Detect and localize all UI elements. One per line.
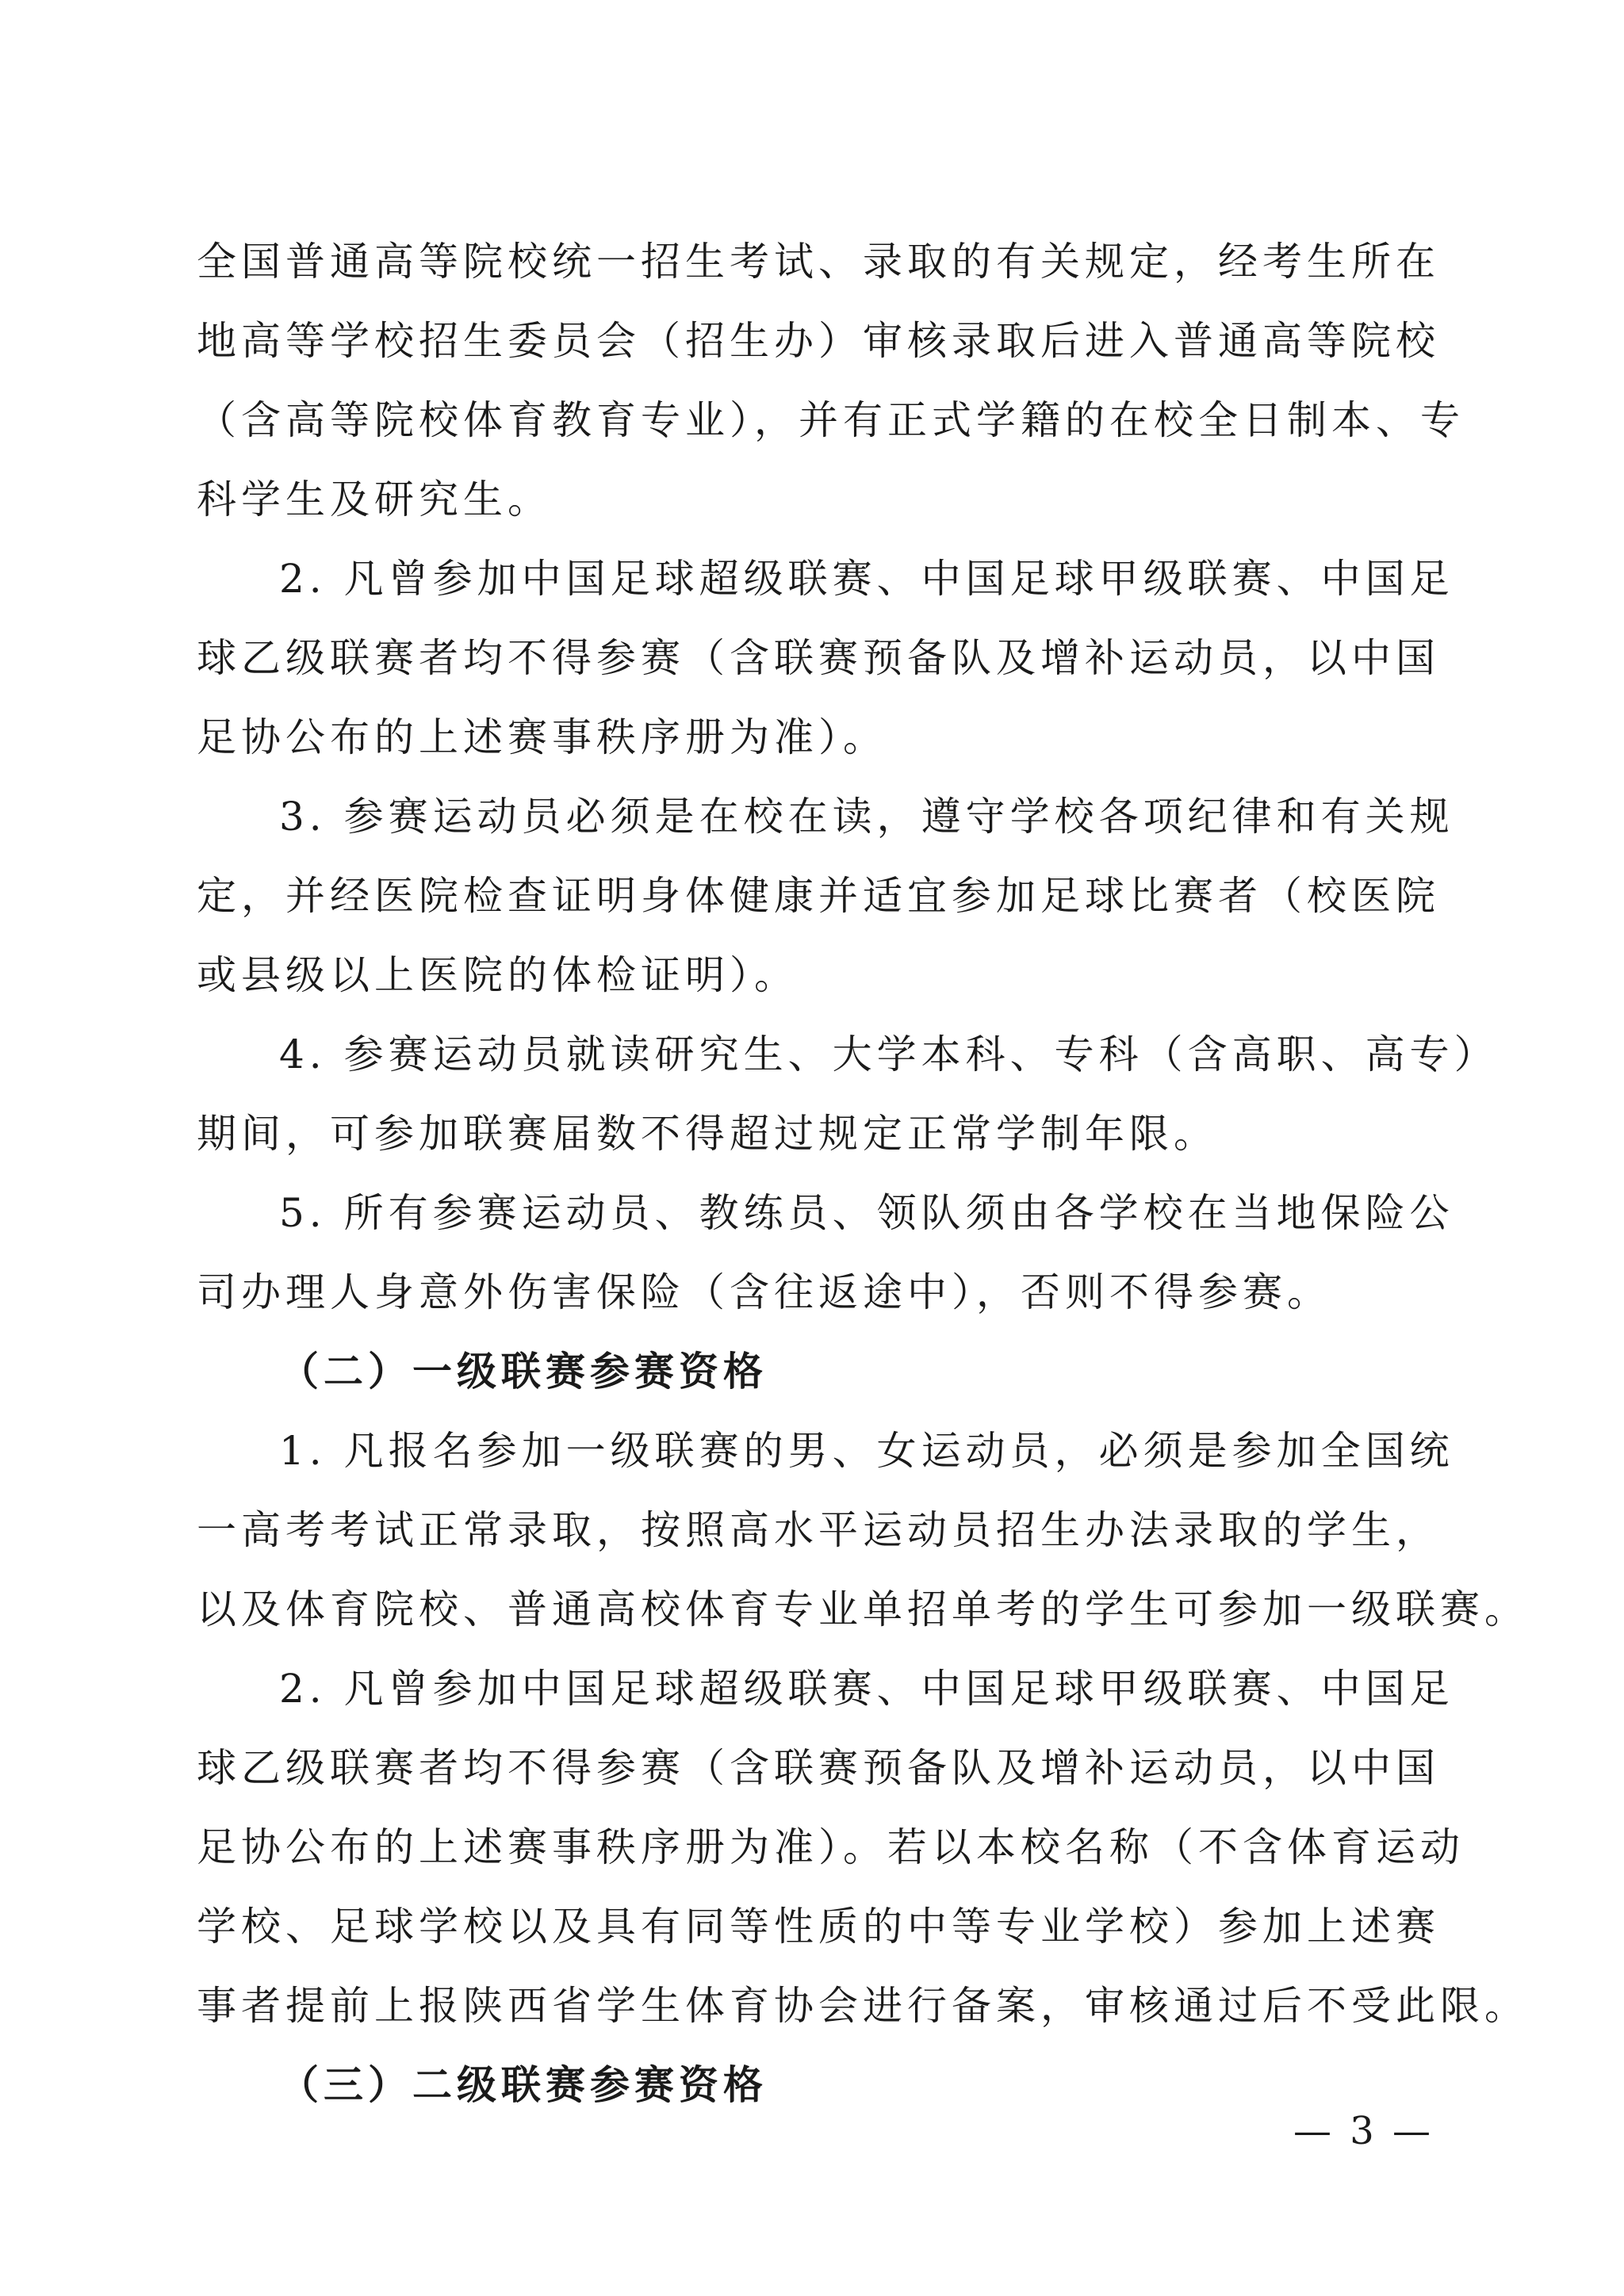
text-line: 球乙级联赛者均不得参赛（含联赛预备队及增补运动员，以中国 — [197, 635, 1440, 681]
text-line: 学校、足球学校以及具有同等性质的中等专业学校）参加上述赛 — [197, 1904, 1440, 1950]
text-line: 地高等学校招生委员会（招生办）审核录取后进入普通高等院校 — [197, 318, 1440, 364]
section-heading: （三）二级联赛参赛资格 — [279, 2061, 768, 2108]
document-body — [197, 222, 1529, 2125]
text-line: 足协公布的上述赛事秩序册为准）。若以本校名称（不含体育运动 — [197, 1824, 1465, 1870]
text-line: 定，并经医院检查证明身体健康并适宜参加足球比赛者（校医院 — [197, 873, 1440, 919]
text-line: 球乙级联赛者均不得参赛（含联赛预备队及增补运动员，以中国 — [197, 1745, 1440, 1791]
paragraph-start-line: 2. 凡曾参加中国足球超级联赛、中国足球甲级联赛、中国足 — [279, 1666, 1454, 1712]
paragraph-start-line: 3. 参赛运动员必须是在校在读，遵守学校各项纪律和有关规 — [279, 794, 1454, 840]
text-line: 期间，可参加联赛届数不得超过规定正常学制年限。 — [197, 1111, 1218, 1157]
paragraph-start-line: 4. 参赛运动员就读研究生、大学本科、专科（含高职、高专） — [279, 1031, 1499, 1077]
text-line: 事者提前上报陕西省学生体育协会进行备案，审核通过后不受此限。 — [197, 1983, 1529, 2029]
paragraph-start-line: 1. 凡报名参加一级联赛的男、女运动员，必须是参加全国统 — [279, 1428, 1454, 1474]
text-line: 以及体育院校、普通高校体育专业单招单考的学生可参加一级联赛。 — [197, 1586, 1529, 1632]
paragraph-start-line: 5. 所有参赛运动员、教练员、领队须由各学校在当地保险公 — [279, 1190, 1454, 1236]
text-line: 一高考考试正常录取，按照高水平运动员招生办法录取的学生， — [197, 1507, 1440, 1553]
text-line: 全国普通高等院校统一招生考试、录取的有关规定，经考生所在 — [197, 239, 1440, 285]
text-line: （含高等院校体育教育专业），并有正式学籍的在校全日制本、专 — [197, 397, 1465, 443]
page-number: — 3 — — [1293, 2109, 1434, 2153]
text-line: 或县级以上医院的体检证明）。 — [197, 952, 799, 998]
text-line: 科学生及研究生。 — [197, 476, 552, 522]
text-line: 足协公布的上述赛事秩序册为准）。 — [197, 714, 887, 760]
paragraph-start-line: 2. 凡曾参加中国足球超级联赛、中国足球甲级联赛、中国足 — [279, 556, 1454, 602]
text-line: 司办理人身意外伤害保险（含往返途中），否则不得参赛。 — [197, 1269, 1331, 1315]
section-heading: （二）一级联赛参赛资格 — [279, 1348, 768, 1395]
